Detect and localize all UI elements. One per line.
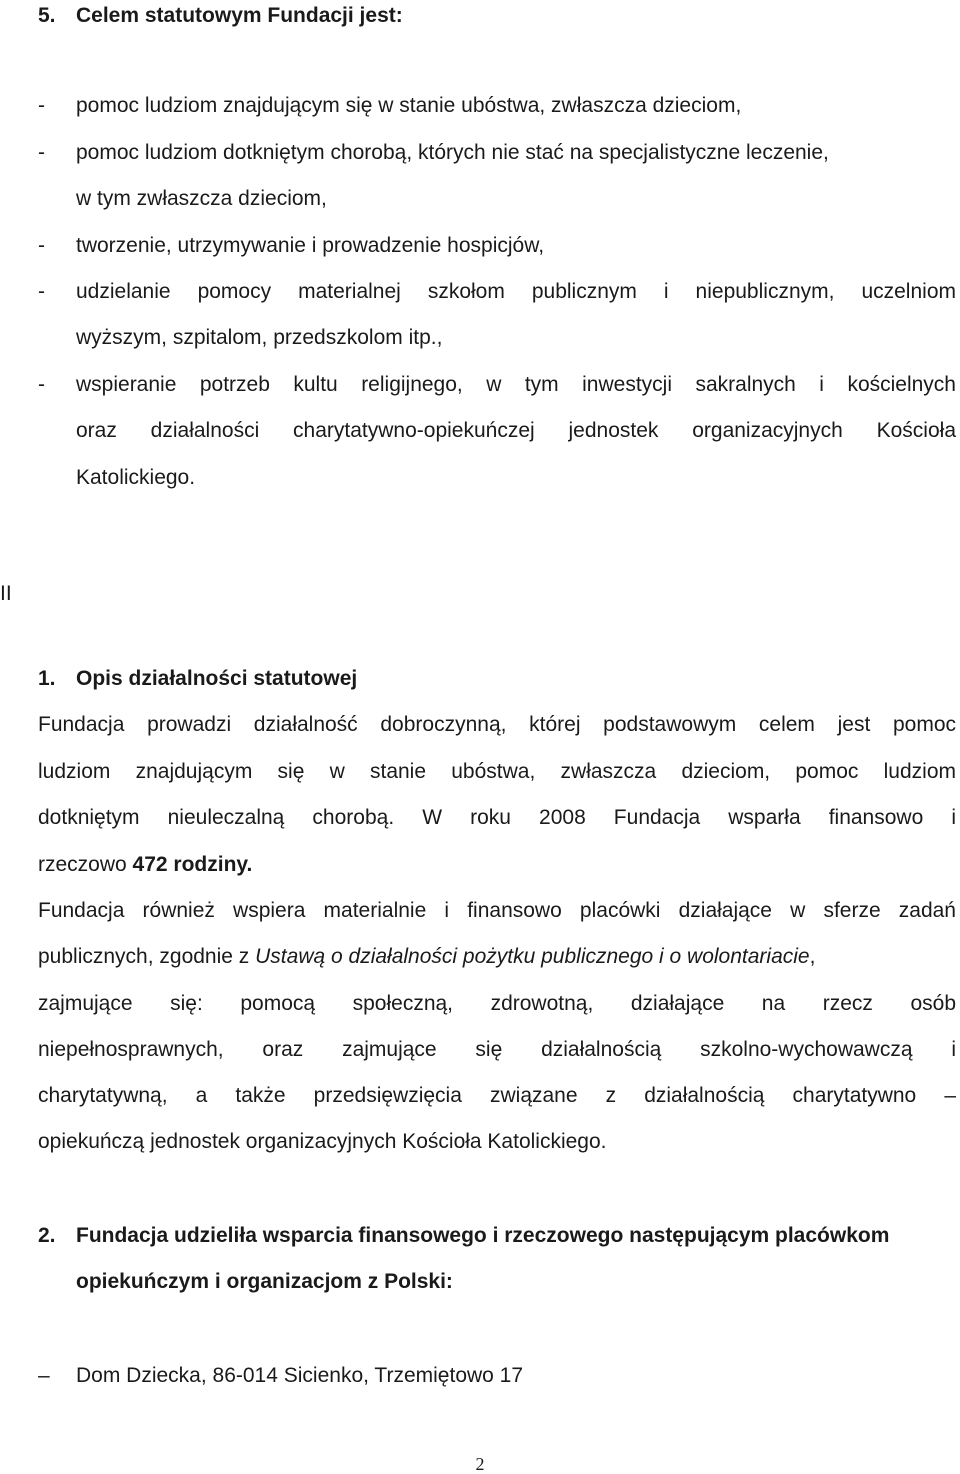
list-item-line: oraz działalności charytatywno-opiekuńczej jednostek organizacyjnych Kościoła (76, 419, 956, 442)
paragraph-line: dotkniętym nieuleczalną chorobą. W roku 2008 Fundacja wsparła finansowo i (38, 806, 956, 829)
paragraph-line: niepełnosprawnych, oraz zajmujące się działalnością szkolno-wychowawczą i (38, 1038, 956, 1061)
list-item-line: wyższym, szpitalom, przedszkolom itp., (76, 326, 443, 349)
page-number: 2 (475, 1454, 485, 1474)
list-dash: - (38, 141, 45, 164)
paragraph-text: publicznych, zgodnie z (38, 945, 256, 968)
section-2-heading: Fundacja udzieliła wsparcia finansowego i rzeczowego następującym placówkom (76, 1224, 890, 1247)
paragraph-line: Fundacja również wspiera materialnie i finansowo placówki działające w sferze zadań (38, 899, 956, 922)
section-2-heading: opiekuńczym i organizacjom z Polski: (76, 1270, 453, 1293)
law-title: Ustawą o działalności pożytku publicznego i o wolontariacie (255, 945, 810, 968)
list-dash: – (38, 1364, 50, 1387)
list-item-line: wspieranie potrzeb kultu religijnego, w tym inwestycji sakralnych i kościelnych (76, 373, 956, 396)
list-dash: - (38, 373, 45, 396)
paragraph-line: Fundacja prowadzi działalność dobroczynną, której podstawowym celem jest pomoc (38, 713, 956, 736)
section-5-heading: Celem statutowym Fundacji jest: (76, 4, 403, 27)
list-item-line: pomoc ludziom znajdującym się w stanie ubóstwa, zwłaszcza dzieciom, (76, 94, 742, 117)
opis-number: 1. (38, 667, 56, 690)
opis-heading: Opis działalności statutowej (76, 667, 358, 690)
paragraph-line: opiekuńczą jednostek organizacyjnych Kościoła Katolickiego. (38, 1130, 607, 1153)
paragraph-line (38, 851, 252, 879)
paragraph-text: , (809, 945, 816, 968)
list-item-line: pomoc ludziom dotkniętym chorobą, których nie stać na specjalistyczne leczenie, (76, 141, 829, 164)
list-dash: - (38, 94, 45, 117)
list-item-text: Dom Dziecka, 86-014 Sicienko, Trzemiętowo 17 (76, 1364, 524, 1387)
paragraph-line: zajmujące się: pomocą społeczną, zdrowotną, działające na rzecz osób (38, 992, 956, 1015)
list-dash: - (38, 234, 45, 257)
paragraph-line: ludziom znajdującym się w stanie ubóstwa, zwłaszcza dzieciom, pomoc ludziom (38, 760, 956, 783)
paragraph-text: rzeczowo (38, 853, 133, 876)
list-item-line: w tym zwłaszcza dzieciom, (76, 187, 327, 210)
list-item-line: tworzenie, utrzymywanie i prowadzenie hospicjów, (76, 234, 545, 257)
families-count: 472 rodziny. (132, 853, 253, 876)
list-item-line: udzielanie pomocy materialnej szkołom publicznym i niepublicznym, uczelniom (76, 280, 956, 303)
list-dash: - (38, 280, 45, 303)
section-marker: II (0, 582, 12, 605)
section-5-number: 5. (38, 4, 56, 27)
paragraph-line: charytatywną, a także przedsięwzięcia związane z działalnością charytatywno – (38, 1084, 956, 1107)
section-2-number: 2. (38, 1224, 56, 1247)
list-item-line: Katolickiego. (76, 466, 196, 489)
paragraph-line (38, 943, 956, 971)
